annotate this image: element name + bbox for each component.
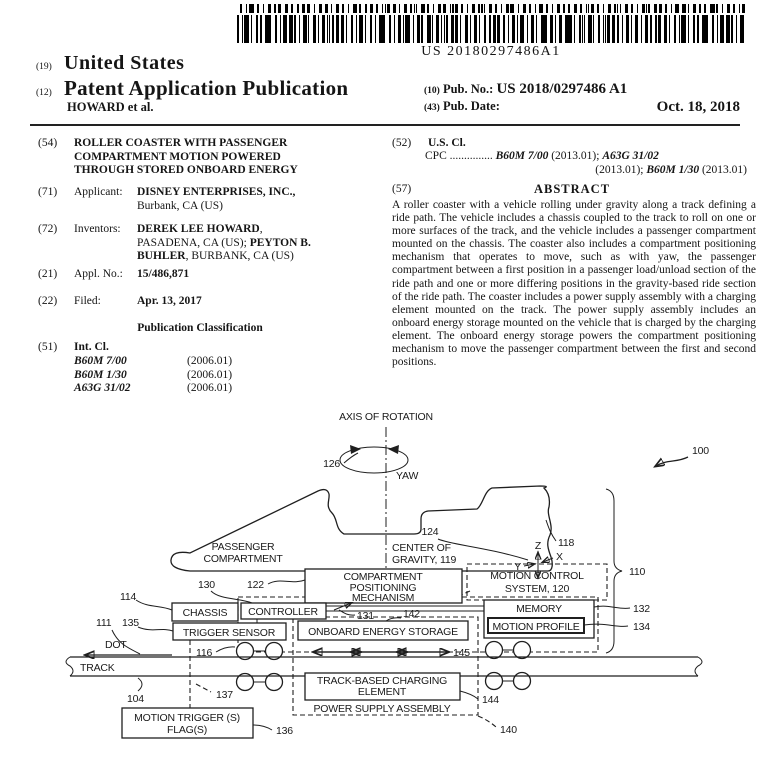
appl-no-label: Appl. No.: [74, 268, 123, 280]
yaw-label: YAW [396, 470, 419, 482]
controller-box [241, 603, 326, 623]
dot-label: DOT [105, 639, 127, 651]
ref-104: 104 [127, 693, 144, 705]
pub-date-value: Oct. 18, 2018 [656, 99, 740, 115]
applicant-name: DISNEY ENTERPRISES, INC., [137, 186, 296, 198]
inventors-value [137, 223, 319, 264]
field-number-72: (72) [38, 223, 58, 235]
applicant-value [137, 186, 319, 213]
barcode-bars [237, 15, 745, 43]
appl-no-value: 15/486,871 [137, 268, 190, 280]
compartment-positioning-mechanism-box [305, 569, 462, 604]
ref-114: 114 [120, 591, 137, 603]
svg-text:MOTION CONTROL: MOTION CONTROL [490, 570, 584, 582]
field-number-51: (51) [38, 341, 58, 353]
header-divider [30, 124, 740, 126]
field-number-43: (43) [424, 103, 440, 113]
abstract-heading: ABSTRACT [533, 182, 611, 196]
power-supply-assembly-label: POWER SUPPLY ASSEMBLY [313, 703, 451, 715]
publication-classification-heading: Publication Classification [137, 322, 263, 334]
ref-132-pointer [594, 603, 650, 615]
inventor-1-name: DEREK LEE HOWARD [137, 223, 260, 235]
field-number-10: (10) [424, 86, 440, 96]
ref-110: 110 [629, 566, 646, 578]
ref-137-pointer [196, 684, 233, 701]
inventors-label: Inventors: [74, 223, 121, 235]
patent-figure [0, 403, 769, 768]
svg-text:CENTER OF: CENTER OF [392, 542, 451, 554]
svg-text:COMPARTMENT: COMPARTMENT [203, 553, 283, 565]
ref-140: 140 [500, 724, 517, 736]
invention-title: ROLLER COASTER WITH PASSENGER COMPARTMENT MOTION POWERED THROUGH STORED ONBOARD ENERGY [74, 137, 298, 176]
ref-132: 132 [633, 603, 650, 615]
ref-142: 142 [403, 608, 420, 620]
memory-box [484, 600, 594, 638]
svg-text:POSITIONING: POSITIONING [349, 582, 417, 594]
inventor-1-location: , PASADENA, CA (US); [137, 223, 263, 249]
x-axis-label: X [556, 551, 563, 563]
svg-text:ONBOARD ENERGY STORAGE: ONBOARD ENERGY STORAGE [308, 626, 458, 638]
svg-text:CHASSIS: CHASSIS [182, 607, 228, 619]
ref-136: 136 [276, 725, 293, 737]
ref-122-pointer [247, 579, 305, 591]
passenger-compartment-label: PASSENGER [211, 541, 275, 553]
barcode-number: US 20180297486A1 [421, 44, 561, 59]
ref-130: 130 [198, 579, 215, 591]
pub-date-label: Pub. Date: [442, 99, 500, 113]
svg-text:ELEMENT: ELEMENT [357, 686, 407, 698]
inventor-2-location: , BURBANK, CA (US) [185, 250, 294, 262]
int-cl-entry: B60M 7/00 (2006.01) B60M 1/30 (2006.01) A63G 31/02 (2006.01) [74, 355, 233, 394]
applicant-city: Burbank, CA (US) [137, 199, 223, 212]
filed-label: Filed: [74, 295, 101, 307]
ref-126: 126 [323, 458, 340, 470]
country-name: United States [64, 52, 185, 74]
ref-100: 100 [692, 445, 709, 457]
pub-no-value: US 2018/0297486 A1 [496, 81, 628, 97]
cpc-line-2: (2013.01); B60M 1/30 (2013.01) [595, 163, 747, 176]
int-cl-label: Int. Cl. [74, 341, 109, 353]
field-number-19: (19) [36, 62, 52, 72]
pub-no-label: Pub. No.: [442, 82, 494, 96]
field-number-12: (12) [36, 88, 52, 98]
field-number-21: (21) [38, 268, 58, 280]
int-cl-list [74, 355, 232, 396]
pub-no-line [424, 81, 627, 98]
cpc-classification [425, 150, 747, 177]
pub-date-line [424, 99, 740, 116]
ref-116: 116 [196, 647, 213, 659]
abstract-text: A roller coaster with a vehicle rolling under gravity along a track defining a ride path. The vehicle includes a chassis coupled to the track to roll on one or more surfaces of the track, and the vehicle includes a passenger compartment mounted on the chassis. The coaster also includes a compartment positioning mechanism that operates to move, such as with yaw, the passenger compartment between a first position in a passenger load/unload section of the ride path and one or more differing positions in the gravity-based ride section of the ride path. The coaster includes a power supply assembly with a charging element mounted on the track. The power supply assembly includes an onboard energy storage mounted on the vehicle that is charged by the charging element. The onboard energy storage powers the compartment positioning mechanism to move the passenger compartment between the first and second positions. [392, 199, 756, 369]
svg-text:AXIS OF ROTATION: AXIS OF ROTATION [339, 411, 433, 423]
direction-of-travel [86, 639, 172, 655]
ref-137: 137 [216, 689, 233, 701]
ref-111: 111 [96, 617, 112, 629]
track-based-charging-element-box [305, 673, 499, 706]
svg-text:TRACK-BASED CHARGING: TRACK-BASED CHARGING [316, 675, 448, 687]
ref-122: 122 [247, 579, 264, 591]
ref-124: 124 [421, 526, 439, 538]
barcode-top-strip [240, 4, 745, 13]
ref-135: 135 [122, 617, 139, 629]
ref-104-pointer [127, 678, 144, 705]
svg-text:SYSTEM, 120: SYSTEM, 120 [504, 583, 570, 595]
filed-date-value: Apr. 13, 2017 [137, 295, 202, 307]
svg-text:COMPARTMENT: COMPARTMENT [343, 571, 423, 583]
field-number-54: (54) [38, 137, 58, 149]
chassis-box [172, 603, 238, 621]
ref-114-pointer [120, 591, 172, 610]
trigger-sensor-box [173, 623, 286, 640]
ref-140-pointer [478, 716, 517, 736]
svg-text:MEMORY: MEMORY [516, 603, 562, 615]
track-label: TRACK [80, 662, 115, 674]
ref-130-pointer [198, 579, 252, 603]
field-number-57: (57) [392, 183, 412, 195]
svg-text:MOTION TRIGGER (S): MOTION TRIGGER (S) [134, 712, 240, 724]
svg-text:FLAG(S): FLAG(S) [166, 724, 208, 736]
z-axis-label: Z [534, 540, 542, 552]
us-cl-label: U.S. Cl. [428, 137, 466, 149]
motion-control-system-label-box [452, 564, 607, 600]
motion-profile-box: MOTION PROFILE [492, 621, 580, 633]
field-number-52: (52) [392, 137, 412, 149]
applicant-label: Applicant: [74, 186, 123, 198]
center-of-gravity-label [392, 542, 456, 566]
svg-text:GRAVITY, 119: GRAVITY, 119 [392, 554, 457, 566]
field-number-71: (71) [38, 186, 58, 198]
ref-131: 131 [357, 610, 374, 622]
ref-100-pointer [656, 445, 709, 466]
ref-144: 144 [482, 694, 499, 706]
field-number-22: (22) [38, 295, 58, 307]
motion-trigger-flags-box [122, 708, 293, 738]
y-axis-label: Y [514, 561, 521, 573]
ref-118: 118 [558, 537, 575, 549]
document-kind: Patent Application Publication [64, 76, 349, 100]
cpc-line-1: CPC ............... B60M 7/00 (2013.01); A63G 31/02 [425, 150, 659, 162]
vehicle-outline [171, 486, 552, 571]
svg-text:TRIGGER SENSOR: TRIGGER SENSOR [182, 627, 276, 639]
onboard-energy-storage-box [298, 621, 468, 640]
author-line: HOWARD et al. [67, 100, 154, 114]
ref-134: 134 [633, 621, 650, 633]
svg-text:MECHANISM: MECHANISM [351, 592, 415, 604]
svg-text:CONTROLLER: CONTROLLER [248, 606, 318, 618]
barcode [237, 15, 745, 60]
ref-145: 145 [453, 647, 470, 659]
inventor-2-name: PEYTON B. BUHLER [137, 236, 311, 262]
